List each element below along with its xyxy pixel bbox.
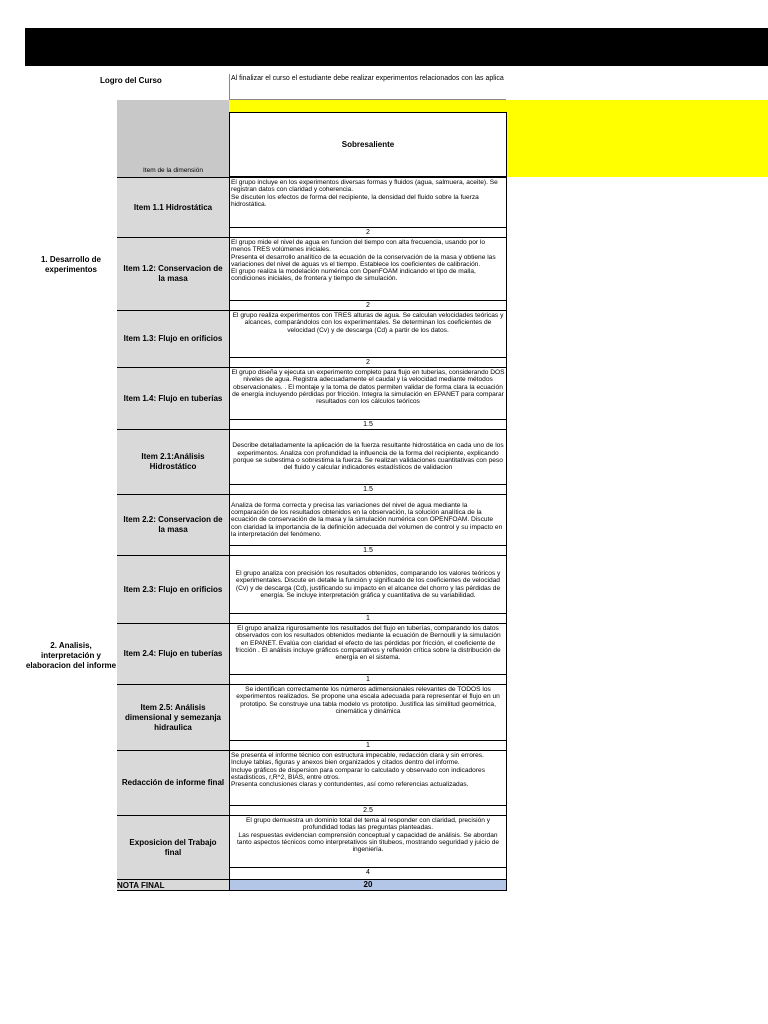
rubric-item[interactable]: Item 1.4: Flujo en tuberías (117, 367, 229, 429)
rubric-score[interactable]: 1 (229, 613, 507, 623)
rubric-item[interactable]: Item 2.5: Análisis dimensional y semezanja hidraulica (117, 684, 229, 750)
rubric-description: El grupo realiza experimentos con TRES alturas de agua. Se calculan velocidades teóricas y alcances, comparándolos con los experimentales. Se determinan los coeficientes de velocidad (Cv) y de descarga (Cd) a partir de los datos. (229, 310, 507, 357)
final-grade-value[interactable]: 20 (229, 879, 507, 891)
rubric-item[interactable]: Item 1.1 Hidrostática (117, 177, 229, 237)
rubric-score[interactable]: 2 (229, 357, 507, 367)
rubric-item[interactable]: Item 2.2: Conservacion de la masa (117, 494, 229, 555)
rubric-score[interactable]: 2.5 (229, 805, 507, 815)
highlight-band (506, 100, 768, 177)
rubric-description: El grupo analiza con precisión los resultados obtenidos, comparando los valores teóricos y experimentales. Discute en detalle la función y significado de los coeficientes de velocidad (Cv) y de descarga (Cd), justificando su impacto en el alcance del chorro y las pérdidas de energía. Se incluye interpretación gráfica y cuantitativa de su variabilidad. (229, 555, 507, 613)
rubric-item[interactable]: Item 2.1:Análisis Hidrostático (117, 429, 229, 494)
rubric-score[interactable]: 4 (229, 867, 507, 879)
rubric-score[interactable]: 2 (229, 300, 507, 310)
logro-text[interactable]: Al finalizar el curso el estudiante debe realizar experimentos relacionados con las aplica (229, 74, 506, 100)
dimension-label-2: 2. Analisis, interpretación y elaboracion del informe (25, 641, 117, 670)
rubric-description: El grupo demuestra un dominio total del tema al responder con claridad, precisión y profundidad todas las preguntas planteadas. Las respuestas evidencian comprensión conceptual y capacidad de análisis. Se abordan tanto aspectos técnicos como interpretativos sin titubeos, mostrando seguridad y juicio de ingeniería. (229, 815, 507, 867)
item-dimension-label: Item de la dimensión (143, 167, 203, 174)
final-grade-label: NOTA FINAL (117, 879, 229, 891)
rubric-score[interactable]: 1.5 (229, 484, 507, 494)
rubric-description: Describe detalladamente la aplicación de la fuerza resultante hidrostática en cada uno de los experimentos. Analiza con profundidad la influencia de la forma del recipiente, explicando porque se subestima o sobrestima la fuerza. Se realizan validaciones cuantitativas con peso del fluido y calcular indicadores estadísticos de validacion (229, 429, 507, 484)
rubric-item[interactable]: Item 2.4: Flujo en tuberías (117, 623, 229, 684)
highlight-strip (229, 100, 506, 112)
rubric-score[interactable]: 1 (229, 674, 507, 684)
rubric-score[interactable]: 2 (229, 227, 507, 237)
logro-label: Logro del Curso (100, 76, 162, 85)
rubric-score[interactable]: 1 (229, 740, 507, 750)
rubric-item[interactable]: Item 2.3: Flujo en orificios (117, 555, 229, 623)
level-header: Sobresaliente (229, 112, 507, 177)
rubric-description: El grupo analiza rigurosamente los resultados del flujo en tuberías, comparando los datos observados con los resultados obtenidos mediante la ecuación de Bernoulli y la simulación en EPANET. Evalúa con claridad el efecto de las pérdidas por fricción, el coeficiente de fricción . El análisis incluye gráficos comparativos y reflexión crítica sobre la distribución de energía en el sistema. (229, 623, 507, 674)
rubric-item[interactable]: Redacción de informe final (117, 750, 229, 815)
header-bar (25, 28, 768, 66)
rubric-description: Se presenta el informe técnico con estructura impecable, redacción clara y sin errores. Incluye tablas, figuras y anexos bien organizados y citados dentro del informe. Incluye gráficos de dispersion para comparar lo calculado y observado con indicadores estadisticos, r,R^2, BIAS, entre otros. Presenta conclusiones claras y contundentes, así como referencias actualizadas. (229, 750, 507, 805)
rubric-score[interactable]: 1.5 (229, 419, 507, 429)
rubric-description: Se identifican correctamente los números adimensionales relevantes de TODOS los experimentos realizados. Se propone una escala adecuada para representar el flujo en un prototipo. Se construye una tabla modelo vs prototipo. Justifica las similitud geométrica, cinemática y dinámica (229, 684, 507, 740)
rubric-item[interactable]: Item 1.3: Flujo en orificios (117, 310, 229, 367)
rubric-score[interactable]: 1.5 (229, 545, 507, 555)
rubric-item[interactable]: Item 1.2: Conservacion de la masa (117, 237, 229, 310)
rubric-description: Analiza de forma correcta y precisa las variaciones del nivel de agua mediante la comparación de los resultados obtenidos en la observación, la solución analítica de la ecuación de conservación de la masa y la simulación numérica con OPENFOAM. Discute con claridad la importancia de la definición adecuada del volumen de control y su impacto en la interpretación del fenómeno. (229, 494, 507, 545)
rubric-description: El grupo mide el nivel de agua en funcion del tiempo con alta frecuencia, usando por lo menos TRES volúmenes iniciales. Presenta el desarrollo analítico de la ecuación de la conservación de la masa y obtiene las variaciones del nivel de aguas vs el tiempo. Establece los coeficientes de calibración. El grupo realiza la modelación numérica con OpenFOAM indicando el tipo de malla, condiciones iniciales, de frontera y tiempo de simulación. (229, 237, 507, 300)
rubric-description: El grupo incluye en los experimentos diversas formas y fluidos (agua, salmuera, aceite). Se registran datos con claridad y coherencia. Se discuten los efectos de forma del recipiente, la densidad del fluido sobre la fuerza hidrostática. (229, 177, 507, 227)
rubric-item[interactable]: Exposicion del Trabajo final (117, 815, 229, 879)
rubric-description: El grupo diseña y ejecuta un experimento completo para flujo en tuberías, considerando DOS niveles de agua. Registra adecuadamente el caudal y la velocidad mediante métodos observacionales. . El montaje y la toma de datos permiten validar de forma clara la ecuación de energía incluyendo pérdidas por fricción. Integra la simulación en EPANET para comparar resultados con los cálculos teóricos (229, 367, 507, 419)
dimension-label-1: 1. Desarrollo de experimentos (40, 255, 102, 274)
item-column-header (117, 100, 229, 177)
